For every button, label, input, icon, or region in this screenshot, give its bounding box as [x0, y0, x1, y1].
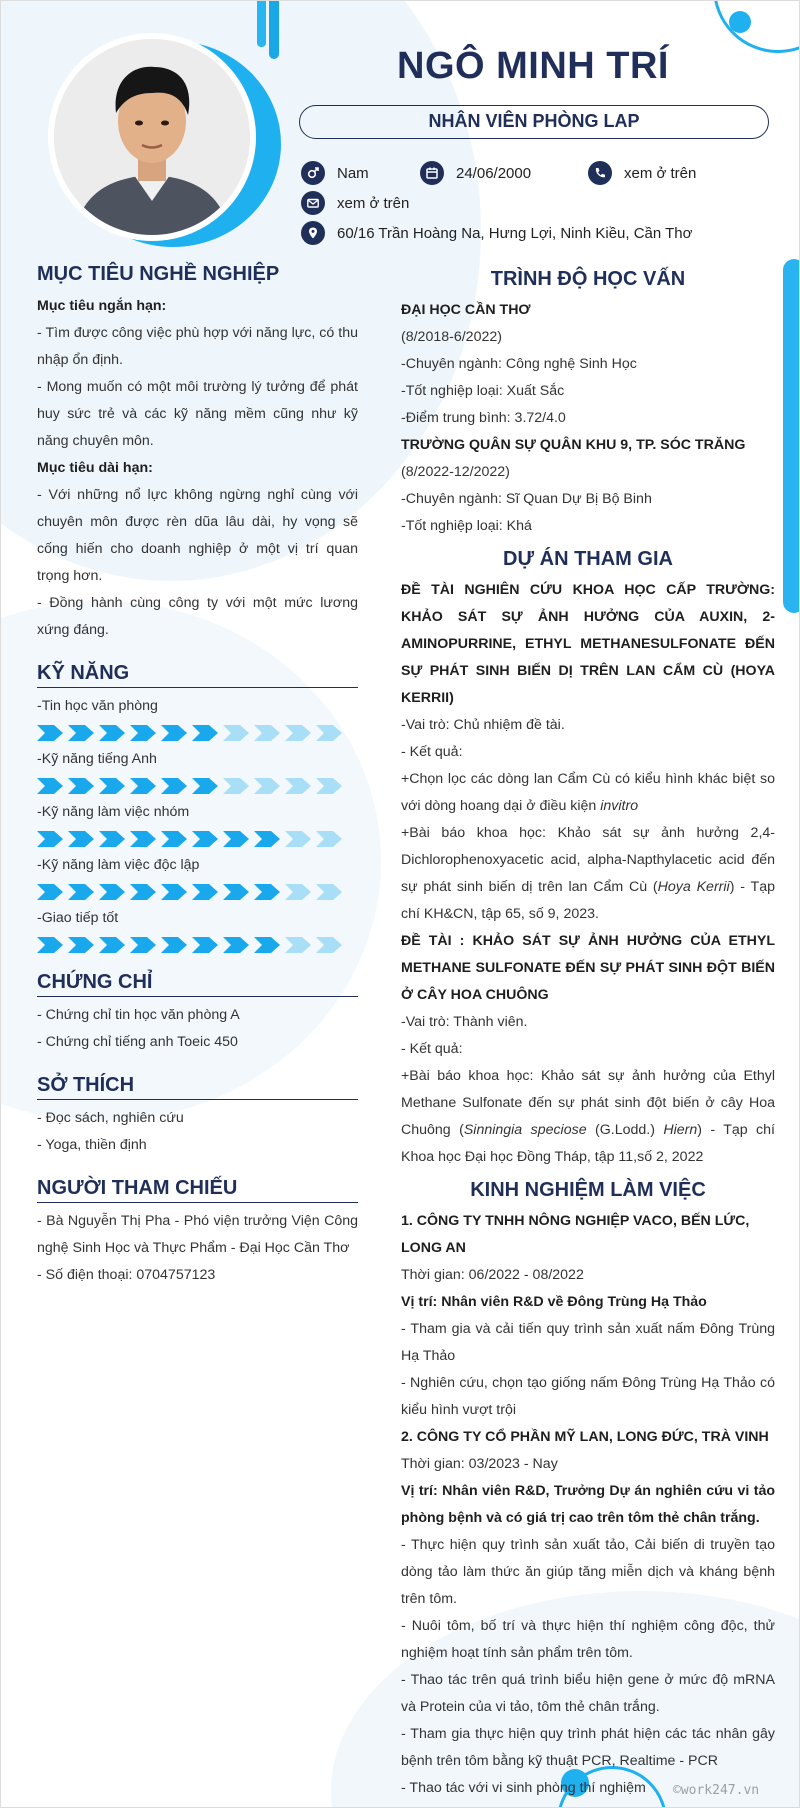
school-detail: -Chuyên ngành: Sĩ Quan Dự Bị Bộ Binh — [401, 491, 652, 507]
school-name: ĐẠI HỌC CẦN THƠ — [401, 302, 531, 318]
skill-chevron-filled — [254, 831, 280, 847]
school-detail: -Chuyên ngành: Công nghệ Sinh Học — [401, 356, 637, 372]
experience-heading: KINH NGHIỆM LÀM VIỆC — [470, 1179, 706, 1201]
skill-chevron-empty — [285, 831, 311, 847]
certificate-item: - Chứng chỉ tin học văn phòng A — [37, 1007, 240, 1023]
skill-chevron-filled — [37, 778, 63, 794]
school-name: TRƯỜNG QUÂN SỰ QUÂN KHU 9, TP. SÓC TRĂNG — [401, 437, 746, 453]
result-text: ) - Tạp chí KH&CN, tập 65, số 9, 2023. — [401, 879, 775, 922]
skill-chevron-filled — [68, 937, 94, 953]
skill-chevron-empty — [285, 937, 311, 953]
skill-chevron-filled — [99, 778, 125, 794]
avatar — [54, 39, 250, 235]
job-task: - Tham gia và cải tiến quy trình sản xuất nấm Đông Trùng Hạ Thảo — [401, 1321, 775, 1364]
gender-info — [301, 161, 369, 185]
skill-label: -Kỹ năng làm việc nhóm — [37, 804, 190, 820]
hobby-item: - Yoga, thiền định — [37, 1137, 147, 1153]
project-name: ĐỀ TÀI : KHẢO SÁT SỰ ẢNH HƯỞNG CỦA ETHYL METHANE SULFONATE ĐẾN SỰ PHÁT SINH ĐỘT BIẾN Ở CÂY HOA CHUÔNG — [401, 933, 775, 1003]
phone-value: xem ở trên — [624, 164, 697, 182]
calendar-icon — [420, 161, 444, 185]
skill-meter — [37, 831, 358, 847]
skill-chevron-empty — [316, 725, 342, 741]
skill-label: -Kỹ năng làm việc độc lập — [37, 857, 200, 873]
skill-chevron-empty — [285, 725, 311, 741]
reference-item: - Bà Nguyễn Thị Pha - Phó viện trưởng Viện Công nghệ Sinh Học và Thực Phẩm - Đại Học Cần Thơ — [37, 1213, 358, 1256]
email-value: xem ở trên — [337, 194, 410, 212]
skills-heading: KỸ NĂNG — [37, 662, 358, 688]
skill-chevron-filled — [254, 884, 280, 900]
projects-heading: DỰ ÁN THAM GIA — [503, 548, 673, 570]
result-text: (G.Lodd.) — [586, 1122, 664, 1138]
skill-chevron-filled — [254, 937, 280, 953]
skill-chevron-filled — [99, 884, 125, 900]
school-detail: -Tốt nghiệp loại: Xuất Sắc — [401, 383, 565, 399]
long-term-label: Mục tiêu dài hạn: — [37, 460, 153, 476]
candidate-name: NGÔ MINH TRÍ — [397, 45, 669, 87]
skill-chevron-filled — [130, 831, 156, 847]
skill-chevron-filled — [130, 937, 156, 953]
project-result-label: - Kết quả: — [401, 744, 463, 760]
skill-chevron-filled — [192, 778, 218, 794]
skill-chevron-empty — [316, 884, 342, 900]
objective-heading: MỤC TIÊU NGHỀ NGHIỆP — [37, 263, 280, 285]
hobbies-heading: SỞ THÍCH — [37, 1074, 358, 1100]
skill-chevron-filled — [68, 884, 94, 900]
skill-chevron-filled — [223, 831, 249, 847]
reference-item: - Số điện thoại: 0704757123 — [37, 1267, 216, 1283]
skill-meter — [37, 778, 358, 794]
skill-chevron-empty — [254, 778, 280, 794]
job-time: Thời gian: 06/2022 - 08/2022 — [401, 1267, 584, 1283]
skill-chevron-empty — [316, 778, 342, 794]
email-icon — [301, 191, 325, 215]
left-column — [37, 263, 358, 1289]
job-task: - Tham gia thực hiện quy trình phát hiện các tác nhân gây bệnh trên tôm bằng kỹ thuật PCR, Realtime - PCR — [401, 1726, 775, 1769]
phone-icon — [588, 161, 612, 185]
skill-chevron-empty — [316, 831, 342, 847]
skill-chevron-empty — [316, 937, 342, 953]
project-result — [401, 1063, 775, 1171]
references-heading: NGƯỜI THAM CHIẾU — [37, 1177, 358, 1203]
result-italic: invitro — [600, 798, 639, 814]
school-detail: -Điểm trung bình: 3.72/4.0 — [401, 410, 566, 426]
skill-chevron-filled — [68, 831, 94, 847]
skill-chevron-filled — [192, 937, 218, 953]
result-italic: Hiern — [663, 1122, 698, 1138]
school-detail: -Tốt nghiệp loại: Khá — [401, 518, 532, 534]
skill-chevron-empty — [285, 778, 311, 794]
skill-chevron-filled — [223, 937, 249, 953]
watermark: ©work247.vn — [673, 1783, 760, 1798]
project-role: -Vai trò: Thành viên. — [401, 1014, 528, 1030]
phone-info — [588, 161, 696, 185]
company-name: 2. CÔNG TY CỔ PHẦN MỸ LAN, LONG ĐỨC, TRÀ VINH — [401, 1429, 769, 1445]
skill-chevron-filled — [130, 725, 156, 741]
company-name: 1. CÔNG TY TNHH NÔNG NGHIỆP VACO, BẾN LỨC, LONG AN — [401, 1213, 750, 1256]
skill-label: -Tin học văn phòng — [37, 698, 158, 714]
skill-chevron-empty — [223, 778, 249, 794]
project-result — [401, 766, 775, 820]
skill-chevron-filled — [161, 884, 187, 900]
skill-chevron-filled — [99, 725, 125, 741]
avatar-illustration — [54, 39, 250, 235]
project-result-label: - Kết quả: — [401, 1041, 463, 1057]
result-text: ) - Tạp chí Khoa học Đại học Đồng Tháp, tập 11,số 2, 2022 — [401, 1122, 775, 1165]
certificate-item: - Chứng chỉ tiếng anh Toeic 450 — [37, 1034, 238, 1050]
result-text: +Chọn lọc các dòng lan Cẩm Cù có kiểu hình khác biệt so với dòng hoang dại ở điều kiện — [401, 771, 775, 814]
right-column — [401, 268, 775, 1802]
skill-meter — [37, 937, 358, 953]
skill-meter — [37, 725, 358, 741]
birthday-value: 24/06/2000 — [456, 164, 532, 182]
school-period: (8/2022-12/2022) — [401, 464, 510, 480]
gender-value: Nam — [337, 164, 369, 182]
result-text: +Bài báo khoa học: Khảo sát sự ảnh hưởng 2,4-Dichlorophenoxyacetic acid, alpha-Napthylacetic acid đến sự phát sinh biến dị trên lan Cẩm Cù ( — [401, 825, 775, 895]
skill-chevron-filled — [37, 884, 63, 900]
school-period: (8/2018-6/2022) — [401, 329, 502, 345]
job-task: - Thực hiện quy trình sản xuất tảo, Cải biến di truyền tạo dòng tảo làm thức ăn giúp tăng miễn dịch và kháng bệnh trên tôm. — [401, 1537, 775, 1607]
result-italic: Sinningia speciose — [463, 1122, 587, 1138]
skill-label: -Giao tiếp tốt — [37, 910, 119, 926]
gender-icon — [301, 161, 325, 185]
skill-chevron-filled — [130, 778, 156, 794]
project-role: -Vai trò: Chủ nhiệm đề tài. — [401, 717, 565, 733]
address-info — [301, 221, 692, 245]
job-task: - Thao tác trên quá trình biểu hiện gene ở mức độ mRNA và Protein của vi tảo, tôm thẻ chân trắng. — [401, 1672, 775, 1715]
project-name: ĐỀ TÀI NGHIÊN CỨU KHOA HỌC CẤP TRƯỜNG: KHẢO SÁT SỰ ẢNH HƯỞNG CỦA AUXIN, 2-AMINOPURRINE, ETHYL METHANESULFONATE ĐẾN SỰ PHÁT SINH BIẾN DỊ TRÊN LAN CẨM CÙ (HOYA KERRII) — [401, 582, 775, 706]
skill-chevron-filled — [37, 831, 63, 847]
short-term-item: - Mong muốn có một môi trường lý tưởng để phát huy sức trẻ và các kỹ năng mềm cũng như kỹ năng chuyên môn. — [37, 379, 358, 449]
skill-label: -Kỹ năng tiếng Anh — [37, 751, 157, 767]
skill-chevron-filled — [37, 725, 63, 741]
skill-chevron-filled — [161, 778, 187, 794]
job-position: Vị trí: Nhân viên R&D về Đông Trùng Hạ Thảo — [401, 1294, 707, 1310]
skill-chevron-filled — [37, 937, 63, 953]
location-pin-icon — [301, 221, 325, 245]
education-heading: TRÌNH ĐỘ HỌC VẤN — [490, 268, 686, 290]
skill-chevron-filled — [161, 937, 187, 953]
skill-chevron-filled — [99, 937, 125, 953]
job-title: NHÂN VIÊN PHÒNG LAP — [299, 105, 769, 139]
skill-chevron-empty — [223, 725, 249, 741]
skill-chevron-filled — [192, 884, 218, 900]
skill-chevron-filled — [99, 831, 125, 847]
address-value: 60/16 Trần Hoàng Na, Hưng Lợi, Ninh Kiều, Cần Thơ — [337, 224, 693, 242]
hobby-item: - Đọc sách, nghiên cứu — [37, 1110, 184, 1126]
skill-chevron-filled — [192, 831, 218, 847]
skill-chevron-empty — [254, 725, 280, 741]
job-task: - Thao tác với vi sinh phòng thí nghiệm — [401, 1780, 646, 1796]
birthday-info — [420, 161, 531, 185]
long-term-item: - Đồng hành cùng công ty với một mức lương xứng đáng. — [37, 595, 358, 638]
decor-bar — [257, 1, 266, 47]
short-term-item: - Tìm được công việc phù hợp với năng lực, có thu nhập ổn định. — [37, 325, 358, 368]
job-task: - Nuôi tôm, bố trí và thực hiện thí nghiệm công độc, thử nghiệm hoạt tính sản phẩm trên tôm. — [401, 1618, 775, 1661]
decor-bar — [269, 1, 279, 59]
job-time: Thời gian: 03/2023 - Nay — [401, 1456, 558, 1472]
result-text: +Bài báo khoa học: Khảo sát sự ảnh hưởng của Ethyl Methane Sulfonate đến sự phát sinh đột biến ở cây Hoa Chuông ( — [401, 1068, 775, 1138]
skill-chevron-filled — [130, 884, 156, 900]
skill-chevron-filled — [161, 831, 187, 847]
decor-side-bar — [783, 259, 800, 613]
project-result — [401, 820, 775, 928]
decor-dot — [729, 11, 751, 33]
email-info — [301, 191, 409, 215]
short-term-label: Mục tiêu ngắn hạn: — [37, 298, 167, 314]
certificates-heading: CHỨNG CHỈ — [37, 971, 358, 997]
long-term-item: - Với những nổ lực không ngừng nghỉ cùng với chuyên môn được rèn dũa lâu dài, hy vọng sẽ cống hiến cho doanh nghiệp ở một vị trí quan trọng hơn. — [37, 487, 358, 584]
skill-chevron-filled — [223, 884, 249, 900]
skill-chevron-empty — [285, 884, 311, 900]
skill-chevron-filled — [68, 778, 94, 794]
skill-meter — [37, 884, 358, 900]
skill-chevron-filled — [68, 725, 94, 741]
skill-chevron-filled — [192, 725, 218, 741]
skill-chevron-filled — [161, 725, 187, 741]
result-italic: Hoya Kerrii — [657, 879, 730, 895]
job-position: Vị trí: Nhân viên R&D, Trưởng Dự án nghiên cứu vi tảo phòng bệnh và có giá trị cao trên tôm thẻ chân trắng. — [401, 1483, 775, 1526]
job-task: - Nghiên cứu, chọn tạo giống nấm Đông Trùng Hạ Thảo có kiểu hình vượt trội — [401, 1375, 775, 1418]
